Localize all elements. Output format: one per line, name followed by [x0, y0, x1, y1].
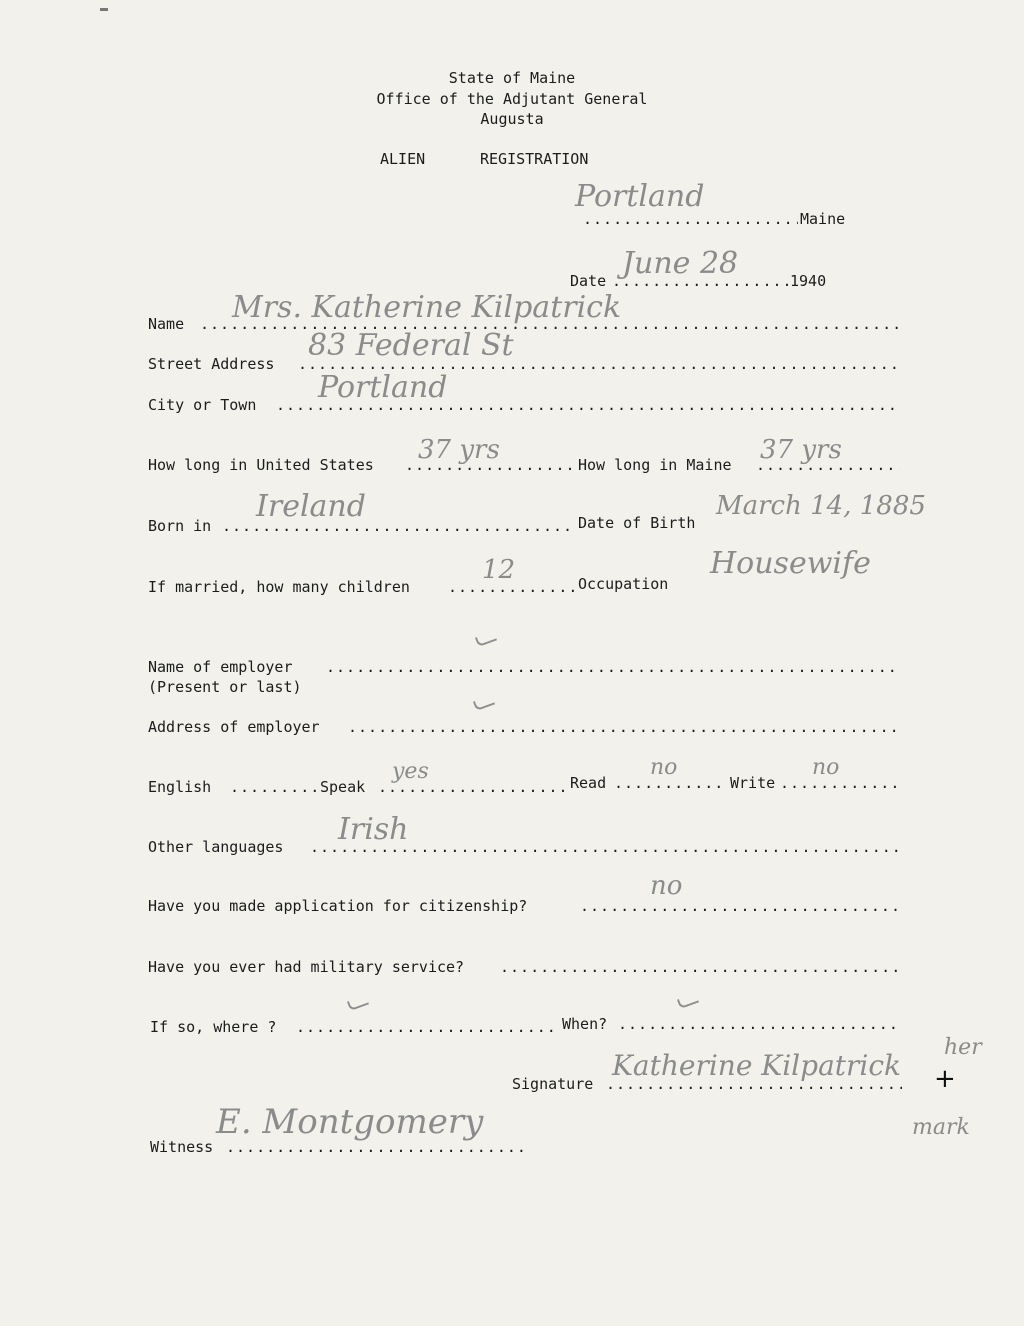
header-office: Office of the Adjutant General	[376, 90, 648, 108]
citizenship-handwritten: no	[650, 871, 683, 901]
when-check-mark	[677, 993, 699, 1009]
location-suffix: Maine	[800, 210, 846, 228]
where-dots	[296, 1018, 560, 1036]
header-state: State of Maine	[448, 69, 576, 87]
how-long-us-handwritten: 37 yrs	[418, 435, 500, 465]
dob-label: Date of Birth	[578, 514, 696, 532]
english-label: English	[148, 778, 212, 796]
citizenship-dots	[580, 897, 900, 915]
children-label: If married, how many children	[148, 578, 410, 596]
military-dots	[500, 958, 900, 976]
military-label: Have you ever had military service?	[148, 958, 465, 976]
when-dots	[618, 1015, 900, 1033]
when-label: When?	[562, 1015, 608, 1033]
read-handwritten: no	[650, 755, 678, 780]
street-handwritten: 83 Federal St	[308, 328, 514, 363]
location-handwritten: Portland	[575, 179, 705, 214]
form-title-alien: ALIEN	[380, 150, 426, 168]
citizenship-label: Have you made application for citizenship?	[148, 897, 528, 915]
dob-handwritten: March 14, 1885	[716, 491, 926, 521]
children-handwritten: 12	[482, 555, 516, 585]
other-languages-handwritten: Irish	[338, 812, 409, 847]
occupation-handwritten: Housewife	[710, 546, 871, 581]
where-check-mark	[347, 995, 369, 1011]
write-handwritten: no	[812, 755, 840, 780]
english-dots	[230, 778, 318, 796]
street-label: Street Address	[148, 355, 275, 373]
employer-label: Name of employer	[148, 658, 293, 676]
date-label: Date	[570, 272, 607, 290]
speak-label: Speak	[320, 778, 366, 796]
employer-dots	[326, 658, 900, 676]
employer-address-check-mark	[473, 695, 495, 711]
how-long-us-label: How long in United States	[148, 456, 374, 474]
city-handwritten: Portland	[318, 370, 448, 405]
signature-her: her	[944, 1035, 982, 1060]
how-long-me-label: How long in Maine	[578, 456, 732, 474]
born-in-handwritten: Ireland	[256, 489, 366, 524]
signature-handwritten: Katherine Kilpatrick	[612, 1049, 901, 1082]
where-label: If so, where ?	[150, 1018, 277, 1036]
signature-mark: mark	[912, 1115, 970, 1140]
employer-address-label: Address of employer	[148, 718, 320, 736]
employer-sublabel: (Present or last)	[148, 678, 302, 696]
read-label: Read	[570, 774, 607, 792]
how-long-me-handwritten: 37 yrs	[760, 435, 842, 465]
name-label: Name	[148, 315, 185, 333]
form-title-registration: REGISTRATION	[480, 150, 589, 168]
witness-handwritten: E. Montgomery	[216, 1102, 484, 1142]
employer-check-mark	[475, 631, 497, 647]
witness-label: Witness	[150, 1138, 214, 1156]
signature-cross-mark: +	[934, 1064, 956, 1094]
signature-label: Signature	[512, 1075, 594, 1093]
employer-address-dots	[348, 718, 900, 736]
born-in-label: Born in	[148, 517, 212, 535]
scan-speck	[100, 8, 108, 11]
other-languages-label: Other languages	[148, 838, 284, 856]
city-label: City or Town	[148, 396, 257, 414]
write-dots	[780, 774, 900, 792]
occupation-label: Occupation	[578, 575, 669, 593]
date-handwritten: June 28	[622, 246, 739, 281]
write-label: Write	[730, 774, 776, 792]
speak-handwritten: yes	[392, 759, 429, 784]
header-city: Augusta	[480, 110, 544, 128]
name-handwritten: Mrs. Katherine Kilpatrick	[232, 290, 622, 325]
date-year: 1940	[790, 272, 827, 290]
